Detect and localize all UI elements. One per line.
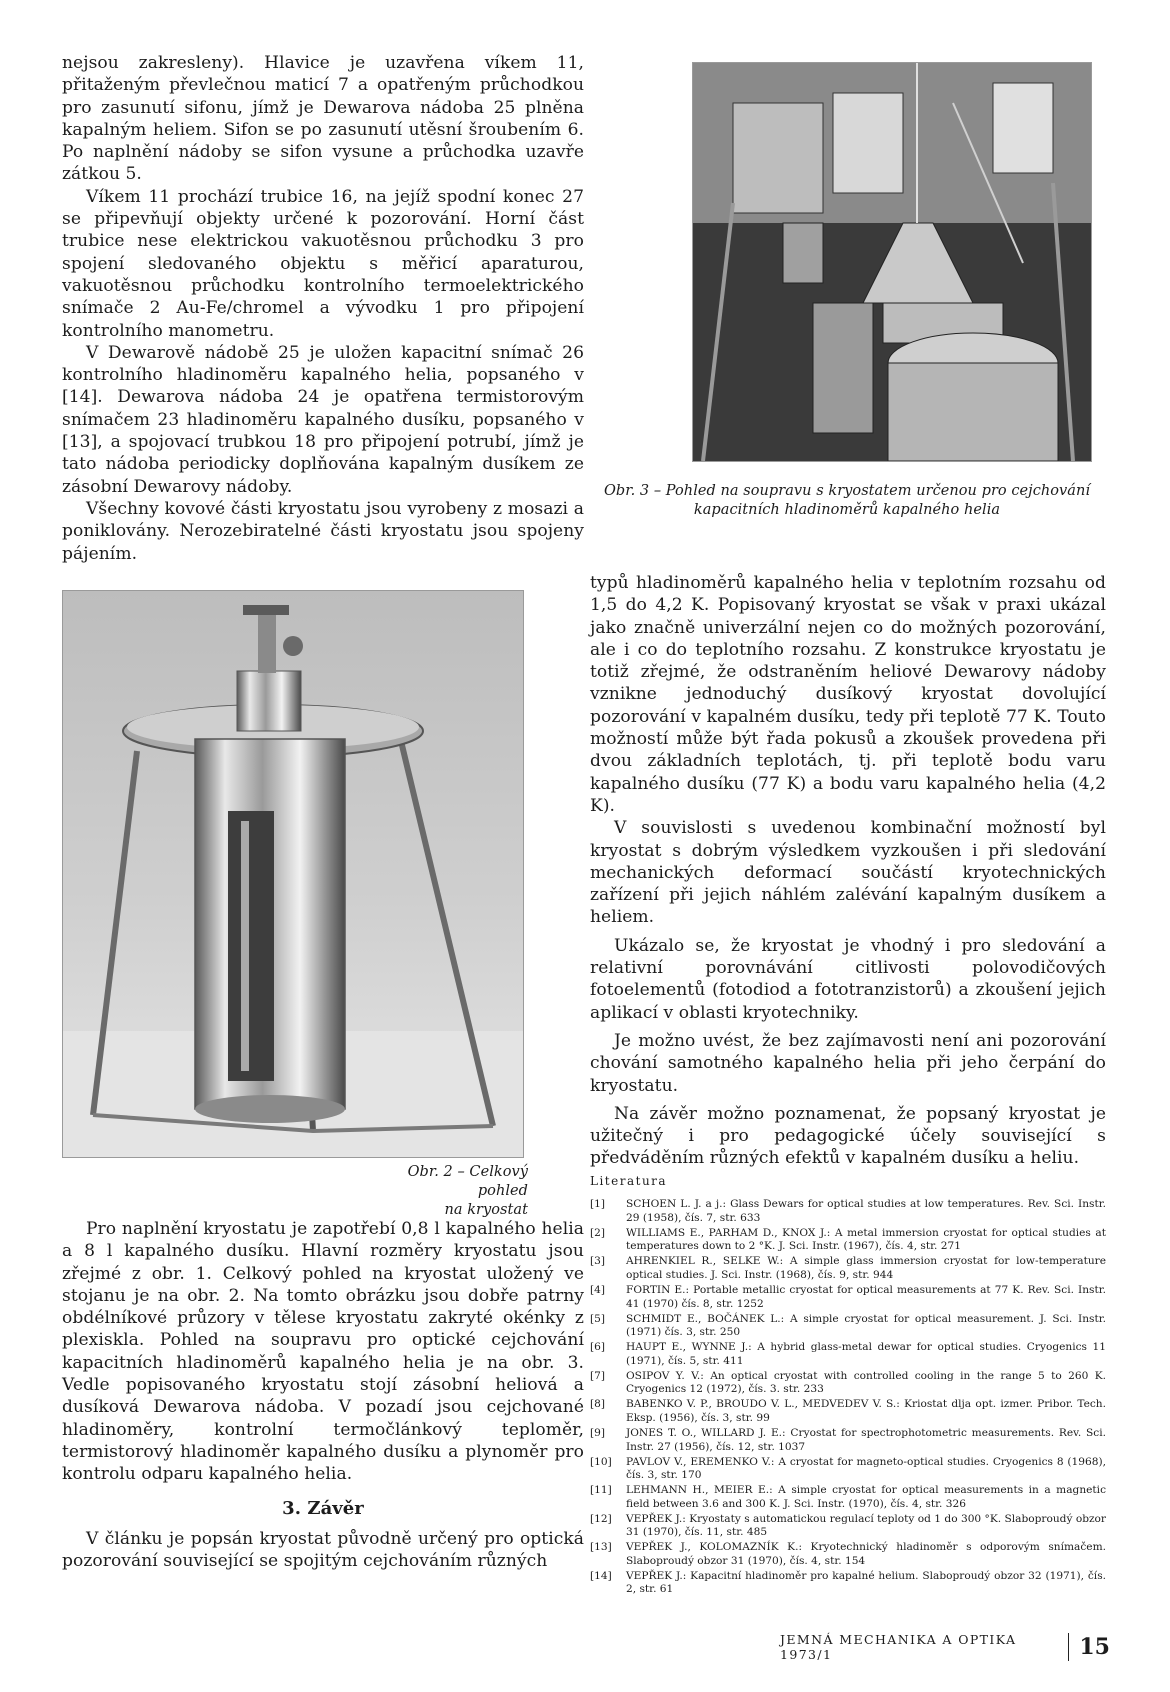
reference-item: [1] SCHOEN L. J. a j.: Glass Dewars for optical studies at low temperatures. Rev. Sci. Instr. 29 (1958), čís. 7, str. 633 (590, 1198, 1106, 1224)
reference-item: [3] AHRENKIEL R., SELKE W.: A simple glass immersion cryostat for low-temperature optical studies. J. Sci. Instr. (1968), čís. 9, str. 944 (590, 1255, 1106, 1282)
reference-item: [8] BABENKO V. P., BROUDO V. L., MEDVEDEV V. S.: Kriostat dlja opt. izmer. Pribor. Tech. Eksp. (1956), čís. 3, str. 99 (590, 1398, 1106, 1424)
paragraph: V Dewarově nádobě 25 je uložen kapacitní snímač 26 kontrolního hladinoměru kapalného helia, popsaného v [14]. Dewarova nádoba 24 je opatřena termistorovým snímačem 23 hladinoměru kapalného dusíku, popsaného v [13], a spojovací trubkou 18 pro připojení potrubí, jímž je tato nádoba periodicky doplňována kapalným dusíkem ze zásobní Dewarovy nádoby. (62, 342, 584, 497)
footer-divider (1068, 1633, 1069, 1661)
calibration-setup-illustration (693, 63, 1091, 461)
left-top-text (62, 52, 584, 565)
reference-item: [11] LEHMANN H., MEIER E.: A simple cryostat for optical measurements in a magnetic field between 3.6 and 300 K. J. Sci. Instr. (1970), čís. 4, str. 326 (590, 1484, 1106, 1510)
caption-line: na kryostat (444, 1202, 528, 1218)
caption-line: Obr. 3 – Pohled na soupravu s kryostatem určenou pro cejchování (603, 483, 1091, 499)
paragraph: Ukázalo se, že kryostat je vhodný i pro sledování a relativní porovnávání citlivosti polovodičových fotoelementů (fotodiod a fototranzistorů) a zkoušení jejich aplikací v oblasti kryotechniky. (590, 935, 1106, 1023)
reference-item: [5] SCHMIDT E., BOČÁNEK L.: A simple cryostat for optical measurement. J. Sci. Instr. (1971) čís. 3, str. 250 (590, 1312, 1106, 1339)
reference-item: [7] OSIPOV Y. V.: An optical cryostat with controlled cooling in the range 5 to 260 K. Cryogenics 12 (1972), čís. 3. str. 233 (590, 1369, 1106, 1396)
reference-item: [2] WILLIAMS E., PARHAM D., KNOX J.: A metal immersion cryostat for optical studies at temperatures down to 2 °K. J. Sci. Instr. (1967), čís. 4, str. 271 (590, 1226, 1106, 1253)
page-number: 15 (1079, 1634, 1110, 1660)
reference-item: [9] JONES T. O., WILLARD J. E.: Cryostat for spectrophotometric measurements. Rev. Sci. Instr. 27 (1956), čís. 12, str. 1037 (590, 1426, 1106, 1453)
caption-line: Obr. 2 – Celkový pohled (407, 1164, 528, 1199)
literature-title: Literatura (590, 1174, 668, 1188)
figure-2-caption (358, 1163, 528, 1220)
paragraph: nejsou zakresleny). Hlavice je uzavřena víkem 11, přitaženým převlečnou maticí 7 a opatřeným průchodkou pro zasunutí sifonu, jímž je Dewarova nádoba 25 plněna kapalným heliem. Sifon se po zasunutí utěsní šroubením 6. Po naplnění nádoby se sifon vysune a průchodka uzavře zátkou 5. (62, 53, 584, 185)
reference-item: [14] VEPŘEK J.: Kapacitní hladinoměr pro kapalné helium. Slaboproudý obzor 32 (1971), čís. 2, str. 61 (590, 1569, 1106, 1596)
right-text (590, 572, 1106, 1170)
figure-3-caption (590, 482, 1104, 520)
paragraph: Na závěr možno poznamenat, že popsaný kryostat je užitečný i pro pedagogické účely související s předváděním různých efektů v kapalném dusíku a heliu. (590, 1103, 1106, 1169)
paragraph: typů hladinoměrů kapalného helia v teplotním rozsahu od 1,5 do 4,2 K. Popisovaný kryostat se však v praxi ukázal jako značně univerzální nejen co do možných pozorování, ale i co do teplotního rozsahu. Z konstrukce kryostatu je totiž zřejmé, že odstraněním heliové Dewarovy nádoby vznikne jednoduchý dusíkový kryostat dovolující pozorování v kapalném dusíku, tedy při teplotě 77 K. Touto možností může být řada pokusů a zkoušek provedena při dvou základních teplotách, tj. při teplotě bodu varu kapalného dusíku (77 K) a bodu varu kapalného helia (4,2 K). (590, 573, 1106, 816)
paragraph: V souvislosti s uvedenou kombinační možností byl kryostat s dobrým výsledkem vyzkoušen i při sledování mechanických deformací součástí kryotechnických zařízení při jejich náhlém zalévání kapalným dusíkem a heliem. (590, 818, 1106, 928)
section-heading: 3. Závěr (282, 1497, 364, 1519)
page-footer (780, 1632, 1110, 1662)
paragraph: Je možno uvést, že bez zajímavosti není ani pozorování chování samotného kapalného helia při jeho čerpání do kryostatu. (590, 1030, 1106, 1096)
literature-section (590, 1170, 1106, 1598)
cryostat-stand-illustration (63, 591, 523, 1157)
reference-item: [12] VEPŘEK J.: Kryostaty s automatickou regulací teploty od 1 do 300 °K. Slaboproudý obzor 31 (1970), čís. 11, str. 485 (590, 1512, 1106, 1539)
journal-title: JEMNÁ MECHANIKA A OPTIKA 1973/1 (780, 1632, 1017, 1662)
reference-item: [10] PAVLOV V., EREMENKO V.: A cryostat for magneto-optical studies. Cryogenics 8 (1968), čís. 3, str. 170 (590, 1455, 1106, 1482)
paragraph: Všechny kovové části kryostatu jsou vyrobeny z mosazi a poniklovány. Nerozebiratelné části kryostatu jsou spojeny pájením. (62, 498, 584, 564)
caption-line: kapacitních hladinoměrů kapalného helia (693, 502, 1001, 518)
paragraph: Víkem 11 prochází trubice 16, na jejíž spodní konec 27 se připevňují objekty určené k pozorování. Horní část trubice nese elektrickou vakuotěsnou průchodku 3 pro spojení sledovaného objektu s měřicí aparaturou, vakuotěsnou průchodku kontrolního termoelektrického snímače 2 Au-Fe/chromel a vývodku 1 pro připojení kontrolního manometru. (62, 186, 584, 341)
reference-item: [6] HAUPT E., WYNNE J.: A hybrid glass-metal dewar for optical studies. Cryogenics 11 (1971), čís. 5, str. 411 (590, 1341, 1106, 1367)
left-bottom-text (62, 1218, 584, 1572)
figure-2-photo (62, 590, 524, 1158)
figure-3-photo (692, 62, 1092, 462)
paragraph: Pro naplnění kryostatu je zapotřebí 0,8 l kapalného helia a 8 l kapalného dusíku. Hlavní rozměry kryostatu jsou zřejmé z obr. 1. Celkový pohled na kryostat uložený ve stojanu je na obr. 2. Na tomto obrázku jsou dobře patrny obdélníkové průzory v tělese kryostatu zakryté okénky z plexiskla. Pohled na soupravu pro optické cejchování kapacitních hladinoměrů kapalného helia je na obr. 3. Vedle popisovaného kryostatu stojí zásobní heliová a dusíková Dewarova nádoba. V pozadí jsou cejchované hladinoměry, kontrolní termočlánkový teploměr, termistorový hladinoměr kapalného dusíku a plynoměr pro kontrolu odparu kapalného helia. (62, 1219, 584, 1485)
paragraph: V článku je popsán kryostat původně určený pro optická pozorování související se spojitým cejchováním různých (62, 1528, 584, 1572)
reference-item: [4] FORTIN E.: Portable metallic cryostat for optical measurements at 77 K. Rev. Sci. Instr. 41 (1970) čís. 8, str. 1252 (590, 1284, 1106, 1310)
reference-list (590, 1198, 1106, 1597)
reference-item: [13] VEPŘEK J., KOLOMAZNÍK K.: Kryotechnický hladinoměr s odporovým snímačem. Slaboproudý obzor 31 (1970), čís. 4, str. 154 (590, 1541, 1106, 1567)
